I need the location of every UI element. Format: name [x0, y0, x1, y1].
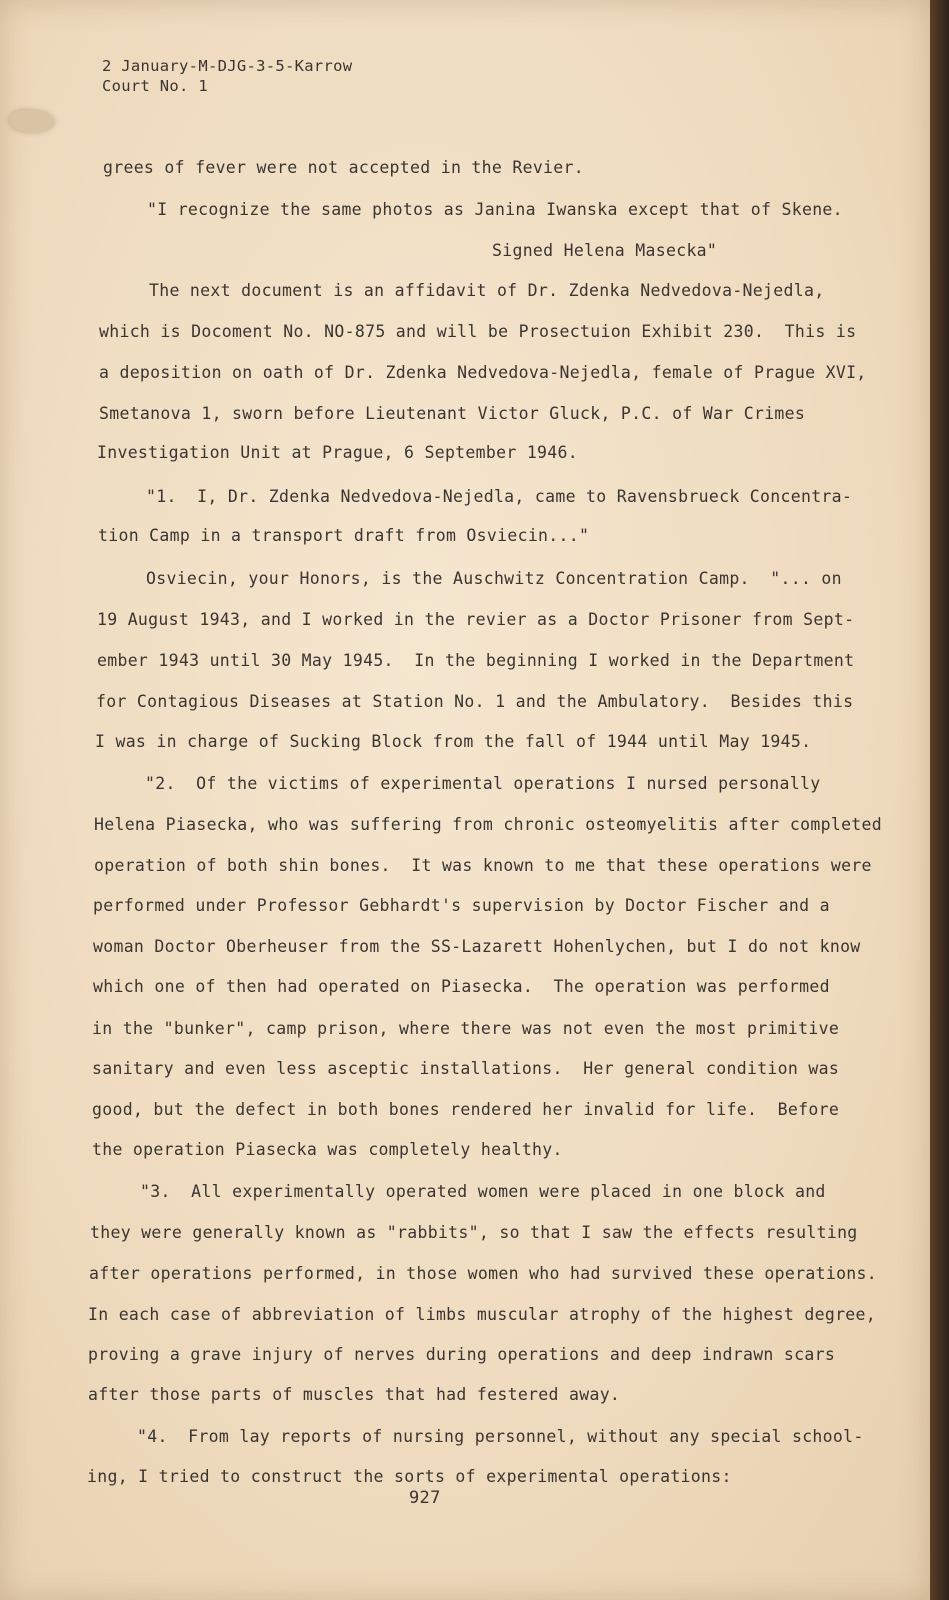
body-line: grees of fever were not accepted in the Revier. — [103, 158, 584, 177]
page-number: 927 — [409, 1488, 441, 1508]
body-line: in the "bunker", camp prison, where there was not even the most primitive — [92, 1019, 840, 1038]
body-line: "1. I, Dr. Zdenka Nedvedova-Nejedla, came to Ravensbrueck Concentra- — [146, 487, 853, 506]
body-line: good, but the defect in both bones rendered her invalid for life. Before — [92, 1100, 840, 1119]
body-line: Osviecin, your Honors, is the Auschwitz Concentration Camp. "... on — [146, 569, 842, 588]
body-line: Helena Piasecka, who was suffering from chronic osteomyelitis after completed — [94, 815, 883, 834]
body-line: the operation Piasecka was completely healthy. — [92, 1140, 563, 1159]
body-line: after those parts of muscles that had festered away. — [88, 1385, 621, 1404]
body-line: I was in charge of Sucking Block from the fall of 1944 until May 1945. — [95, 732, 812, 751]
body-line: which is Docoment No. NO-875 and will be Prosectuion Exhibit 230. This is — [99, 322, 857, 341]
body-line: for Contagious Diseases at Station No. 1 and the Ambulatory. Besides this — [96, 692, 854, 711]
header-line-1: 2 January-M-DJG-3-5-Karrow — [102, 57, 353, 75]
body-line: ember 1943 until 30 May 1945. In the beginning I worked in the Department — [97, 651, 855, 670]
body-line: sanitary and even less asceptic installations. Her general condition was — [92, 1059, 840, 1078]
body-line: tion Camp in a transport draft from Osviecin..." — [98, 526, 590, 545]
body-line: they were generally known as "rabbits", so that I saw the effects resulting — [90, 1223, 858, 1242]
body-line: In each case of abbreviation of limbs muscular atrophy of the highest degree, — [88, 1305, 877, 1324]
body-line: proving a grave injury of nerves during operations and deep indrawn scars — [88, 1345, 836, 1364]
body-line: Investigation Unit at Prague, 6 September 1946. — [97, 443, 578, 462]
body-line: "2. Of the victims of experimental operations I nursed personally — [145, 774, 821, 793]
body-line: which one of then had operated on Piasecka. The operation was performed — [93, 977, 830, 996]
body-line: "3. All experimentally operated women were placed in one block and — [140, 1182, 826, 1201]
binding-edge — [930, 0, 949, 1600]
body-line: Signed Helena Masecka" — [492, 241, 718, 260]
body-line: woman Doctor Oberheuser from the SS-Lazarett Hohenlychen, but I do not know — [93, 937, 861, 956]
body-line: after operations performed, in those women who had survived these operations. — [89, 1264, 878, 1283]
body-line: performed under Professor Gebhardt's supervision by Doctor Fischer and a — [93, 896, 830, 915]
body-line: a deposition on oath of Dr. Zdenka Nedvedova-Nejedla, female of Prague XVI, — [99, 363, 867, 382]
header-line-2: Court No. 1 — [102, 77, 208, 95]
body-line: ing, I tried to construct the sorts of experimental operations: — [87, 1467, 732, 1486]
paper-tear-mark — [10, 110, 54, 132]
body-line: "4. From lay reports of nursing personnel, without any special school- — [137, 1427, 864, 1446]
body-line: 19 August 1943, and I worked in the revier as a Doctor Prisoner from Sept- — [97, 610, 855, 629]
body-line: Smetanova 1, sworn before Lieutenant Victor Gluck, P.C. of War Crimes — [99, 404, 806, 423]
body-line: operation of both shin bones. It was known to me that these operations were — [94, 856, 872, 875]
body-line: "I recognize the same photos as Janina Iwanska except that of Skene. — [147, 200, 843, 219]
body-line: The next document is an affidavit of Dr. Zdenka Nedvedova-Nejedla, — [149, 281, 825, 300]
